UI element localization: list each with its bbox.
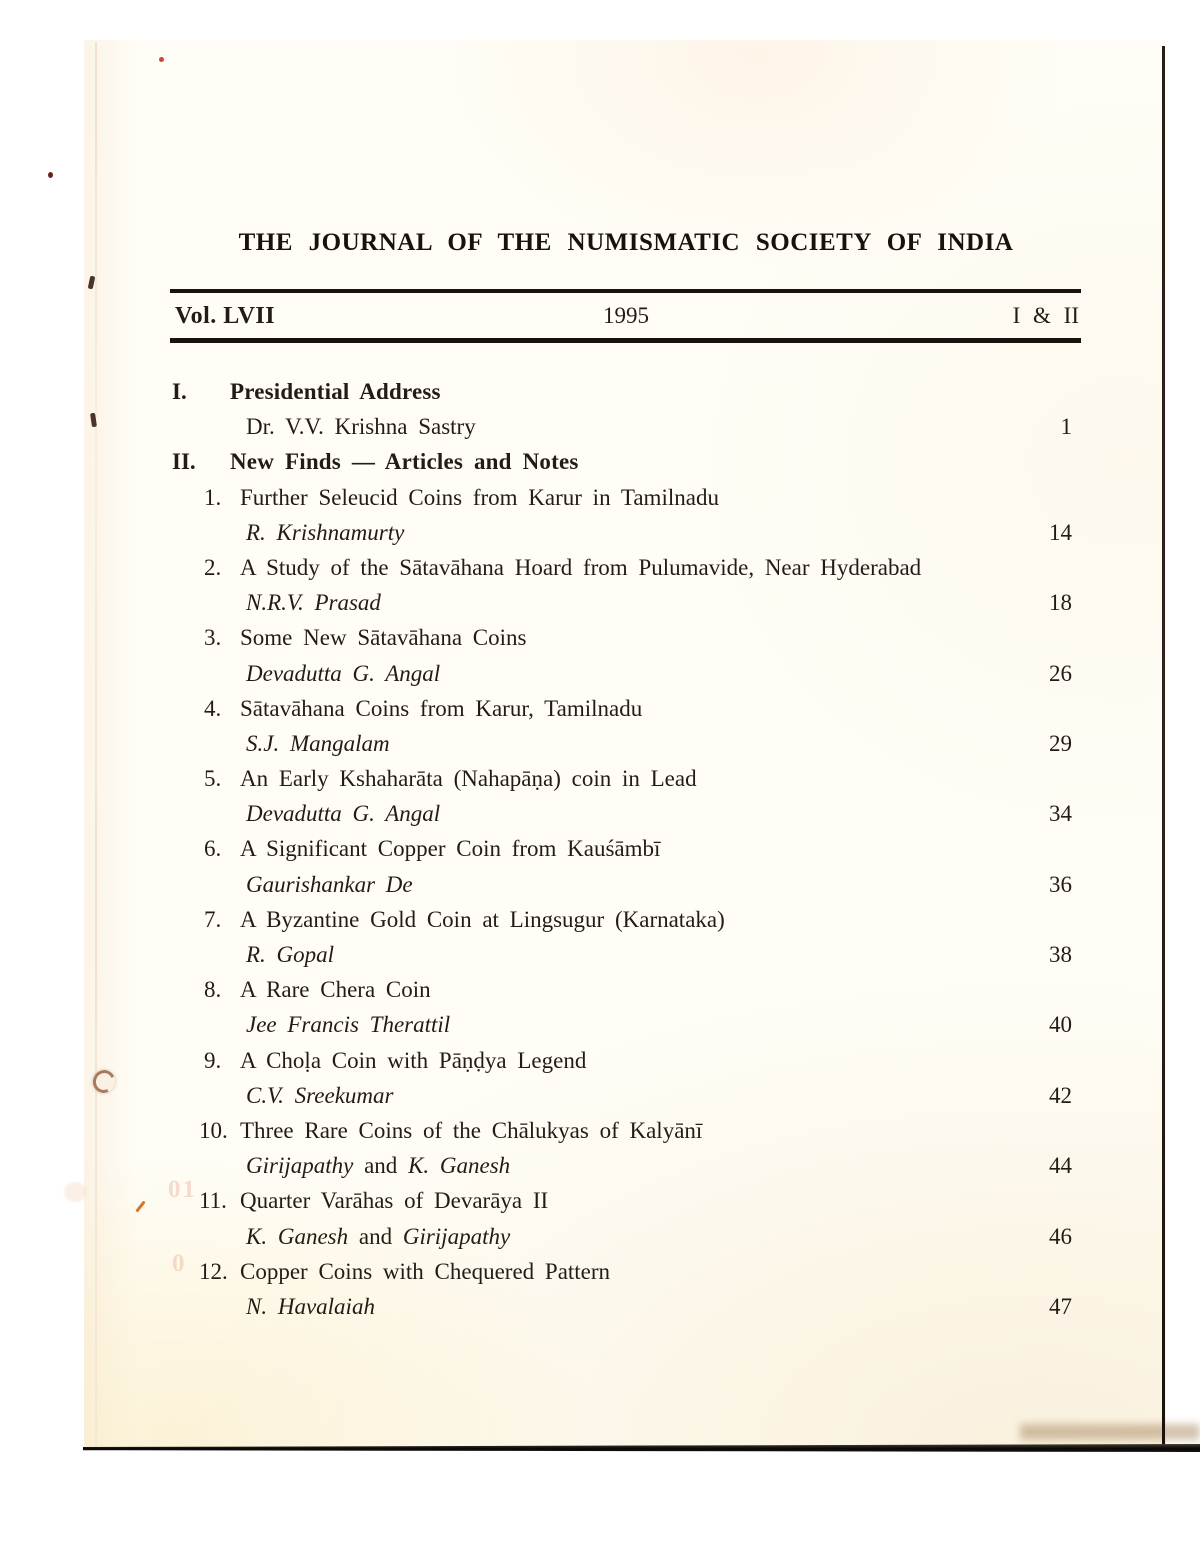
toc-entry-author-row [0, 656, 1200, 691]
page-edge-smudge [1020, 1424, 1200, 1440]
toc-entry-author: Jee Francis Therattil [246, 1012, 451, 1038]
toc-entry-title: An Early Kshaharāta (Nahapāṇa) coin in Lead [240, 766, 697, 792]
toc-page-number: 47 [1049, 1293, 1072, 1319]
toc-entry-number: 2. [204, 554, 222, 580]
toc-entry-title-row [0, 550, 1200, 585]
toc-entry-title-row [0, 831, 1200, 866]
toc-section-heading: Presidential Address [230, 379, 441, 404]
toc-page-number: 46 [1049, 1223, 1072, 1249]
toc-entry-number: 9. [204, 1047, 222, 1073]
toc-entry-author-row [0, 1007, 1200, 1042]
toc-page-number: 26 [1049, 660, 1072, 686]
toc-entry-author: N.R.V. Prasad [246, 590, 381, 616]
toc-entry-author-row [0, 515, 1200, 550]
toc-list [0, 374, 1200, 1324]
toc-entry-title-row [0, 620, 1200, 655]
toc-entry-author: Devadutta G. Angal [246, 801, 441, 827]
toc-entry-title: A Choḷa Coin with Pāṇḍya Legend [240, 1047, 587, 1073]
red-speck [159, 57, 164, 62]
toc-entry-author-row [0, 1219, 1200, 1254]
toc-entry-number: 5. [204, 766, 222, 792]
toc-entry-author-row [0, 1078, 1200, 1113]
toc-entry-number: 8. [204, 977, 222, 1003]
toc-entry-title-row [0, 1254, 1200, 1289]
toc-page-number: 40 [1049, 1012, 1072, 1038]
toc-entry-number: 4. [204, 695, 222, 721]
toc-entry-author-row [0, 1289, 1200, 1324]
toc-entry-author-row [0, 937, 1200, 972]
toc-entry-title: Three Rare Coins of the Chālukyas of Kalyānī [240, 1117, 703, 1143]
toc-entry-title-row [0, 1043, 1200, 1078]
toc-page-number: 42 [1049, 1082, 1072, 1108]
toc-entry-title: A Rare Chera Coin [240, 977, 431, 1003]
toc-entry-author: R. Gopal [246, 942, 335, 967]
toc-entry-author-row [0, 1148, 1200, 1183]
toc-entry-title: Quarter Varāhas of Devarāya II [240, 1188, 549, 1214]
toc-entry-title: A Significant Copper Coin from Kauśāmbī [240, 836, 661, 862]
toc-entry-author-row [0, 796, 1200, 831]
toc-page-number: 38 [1049, 942, 1072, 967]
toc-entry-title-row [0, 691, 1200, 726]
toc-entry-title: A Byzantine Gold Coin at Lingsugur (Karnataka) [240, 906, 725, 932]
toc-entry-title: Further Seleucid Coins from Karur in Tamilnadu [240, 484, 719, 510]
toc-entry-title: Some New Sātavāhana Coins [240, 625, 527, 651]
toc-entry-author: N. Havalaiah [246, 1293, 375, 1319]
masthead-rule-top [170, 289, 1081, 293]
toc-entry-title-row [0, 902, 1200, 937]
toc-entry-author: Gaurishankar De [246, 871, 413, 897]
toc-page-number: 34 [1049, 801, 1072, 827]
ghost-bleed-digits: 01 [168, 1176, 197, 1203]
toc-section-row [0, 444, 1200, 479]
toc-section-numeral: II. [172, 449, 196, 475]
toc-entry-author: S.J. Mangalam [246, 730, 390, 756]
masthead-rule-bottom [170, 338, 1081, 343]
toc-entry-title: A Study of the Sātavāhana Hoard from Pulumavide, Near Hyderabad [240, 554, 922, 580]
toc-entry-author: Dr. V.V. Krishna Sastry [246, 414, 476, 440]
volume-header-row [172, 294, 1080, 338]
toc-entry-number: 6. [204, 836, 222, 862]
toc-section-row [0, 374, 1200, 409]
toc-entry-author: K. Ganesh and Girijapathy [246, 1223, 511, 1249]
journal-title: THE JOURNAL OF THE NUMISMATIC SOCIETY OF INDIA [238, 229, 1014, 256]
toc-entry-author: C.V. Sreekumar [246, 1082, 394, 1108]
toc-section-numeral: I. [172, 379, 187, 404]
toc-section-heading: New Finds — Articles and Notes [230, 449, 579, 475]
toc-entry-title-row [0, 972, 1200, 1007]
toc-entry-number: 10. [199, 1117, 228, 1143]
toc-page-number: 36 [1049, 871, 1072, 897]
toc-entry-number: 1. [204, 484, 222, 510]
toc-entry-number: 12. [199, 1258, 228, 1284]
toc-entry-author-row [0, 409, 1200, 444]
toc-entry-title-row [0, 1113, 1200, 1148]
toc-entry-number: 7. [204, 906, 222, 932]
toc-page-number: 29 [1049, 730, 1072, 756]
toc-entry-title: Copper Coins with Chequered Pattern [240, 1258, 611, 1284]
toc-entry-title-row [0, 480, 1200, 515]
red-speck [48, 172, 53, 178]
toc-page-number: 18 [1049, 590, 1072, 616]
toc-entry-author: Devadutta G. Angal [246, 660, 441, 686]
toc-entry-author: R. Krishnamurty [246, 519, 405, 545]
toc-entry-author-row [0, 867, 1200, 902]
toc-entry-author-row [0, 726, 1200, 761]
toc-entry-title: Sātavāhana Coins from Karur, Tamilnadu [240, 695, 643, 721]
toc-entry-number: 11. [199, 1188, 227, 1214]
toc-entry-title-row [0, 1183, 1200, 1218]
toc-entry-number: 3. [204, 625, 222, 651]
volume-label: Vol. LVII [175, 303, 276, 329]
year-label: 1995 [603, 303, 649, 328]
issue-label: I & II [1012, 303, 1079, 328]
toc-entry-author-row [0, 585, 1200, 620]
toc-page-number: 1 [1060, 414, 1072, 440]
toc-page-number: 44 [1049, 1153, 1072, 1179]
toc-entry-author: Girijapathy and K. Ganesh [246, 1153, 511, 1179]
ghost-bleed-digits: 0 [172, 1250, 187, 1277]
toc-page-number: 14 [1049, 519, 1072, 545]
toc-entry-title-row [0, 761, 1200, 796]
